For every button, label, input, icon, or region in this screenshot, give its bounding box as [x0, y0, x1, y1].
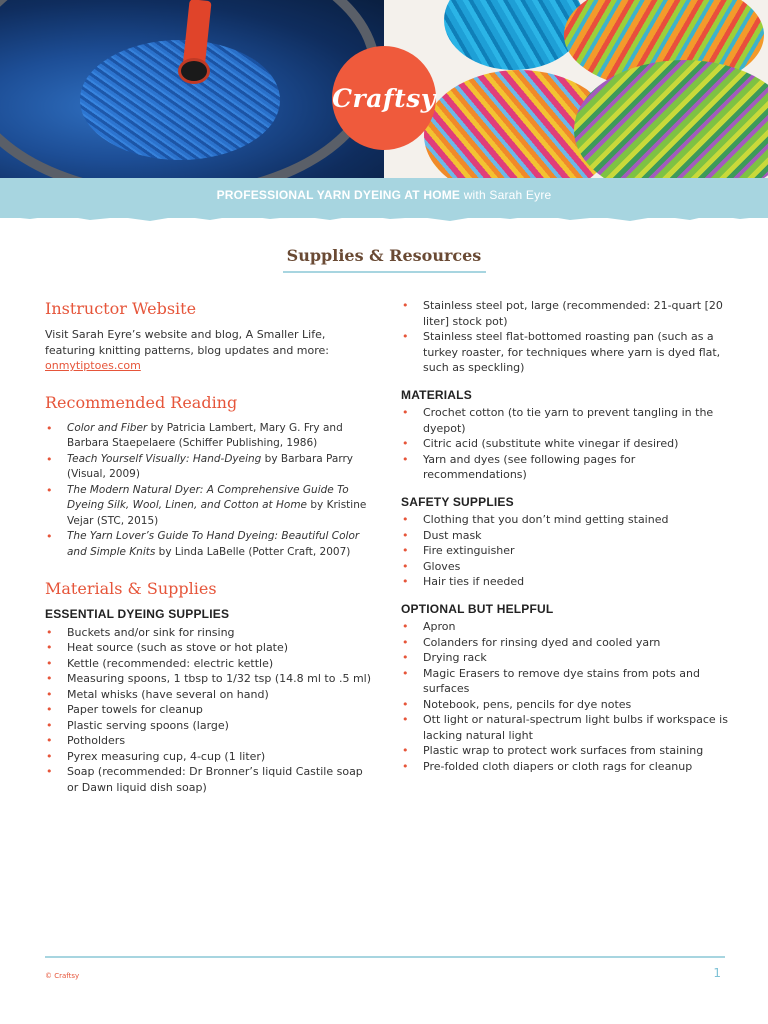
materials-supplies-heading: Materials & Supplies	[45, 579, 217, 598]
craftsy-logo: Craftsy	[332, 46, 436, 150]
list-item: • Color and Fiber by Patricia Lambert, Mary G. Fry and Barbara Staepelaere (Schiffer Publishing, 1986)	[45, 421, 375, 452]
page-number: 1	[713, 966, 721, 980]
list-item: • Apron	[401, 619, 731, 635]
list-item: • Paper towels for cleanup	[45, 702, 375, 718]
list-item: • Gloves	[401, 559, 731, 575]
instructor-credit: with Sarah Eyre	[463, 188, 552, 202]
list-item: • Drying rack	[401, 650, 731, 666]
right-column	[401, 298, 731, 774]
instructor-text	[45, 327, 375, 374]
footer-rule	[45, 956, 725, 958]
course-title	[0, 188, 768, 202]
instructor-heading: Instructor Website	[45, 299, 197, 318]
list-item: • Hair ties if needed	[401, 574, 731, 590]
instructor-description: Visit Sarah Eyre’s website and blog, A Smaller Life, featuring knitting patterns, blog updates and more:	[45, 328, 329, 357]
list-item: • Stainless steel flat-bottomed roasting pan (such as a turkey roaster, for techniques where yarn is dyed flat, such as speckling)	[401, 329, 731, 376]
left-column	[45, 298, 375, 795]
page-title: Supplies & Resources	[286, 246, 482, 265]
title-underline	[283, 271, 486, 273]
list-item: • Metal whisks (have several on hand)	[45, 687, 375, 703]
list-item: • Stainless steel pot, large (recommended: 21-quart [20 liter] stock pot)	[401, 298, 731, 329]
list-item: • Crochet cotton (to tie yarn to prevent tangling in the dyepot)	[401, 405, 731, 436]
essential-supplies-list	[45, 625, 375, 796]
list-item: • The Yarn Lover’s Guide To Hand Dyeing: Beautiful Color and Simple Knits by Linda LaBelle (Potter Craft, 2007)	[45, 529, 375, 560]
materials-heading: MATERIALS	[401, 387, 472, 402]
list-item: • Yarn and dyes (see following pages for recommendations)	[401, 452, 731, 483]
essential-supplies-heading: ESSENTIAL DYEING SUPPLIES	[45, 607, 230, 621]
list-item: • Plastic wrap to protect work surfaces from staining	[401, 743, 731, 759]
list-item: • Magic Erasers to remove dye stains from pots and surfaces	[401, 666, 731, 697]
safety-supplies-heading: SAFETY SUPPLIES	[401, 494, 514, 509]
banner-torn-edge	[0, 210, 768, 226]
list-item: • Ott light or natural-spectrum light bulbs if workspace is lacking natural light	[401, 712, 731, 743]
instructor-website-link[interactable]: onmytiptoes.com	[45, 359, 141, 372]
pot-supplies-list	[401, 298, 731, 376]
list-item: • Citric acid (substitute white vinegar if desired)	[401, 436, 731, 452]
list-item: • Notebook, pens, pencils for dye notes	[401, 697, 731, 713]
list-item: • Pyrex measuring cup, 4-cup (1 liter)	[45, 749, 375, 765]
list-item: • The Modern Natural Dyer: A Comprehensive Guide To Dyeing Silk, Wool, Linen, and Cotton at Home by Kristine Vejar (STC, 2015)	[45, 483, 375, 530]
list-item: • Dust mask	[401, 528, 731, 544]
course-name: PROFESSIONAL YARN DYEING AT HOME	[216, 188, 461, 202]
list-item: • Fire extinguisher	[401, 543, 731, 559]
list-item: • Plastic serving spoons (large)	[45, 718, 375, 734]
optional-supplies-heading: OPTIONAL BUT HELPFUL	[401, 601, 554, 616]
list-item: • Clothing that you don’t mind getting stained	[401, 512, 731, 528]
list-item: • Buckets and/or sink for rinsing	[45, 625, 375, 641]
list-item: • Potholders	[45, 733, 375, 749]
dye-pot-photo	[0, 0, 384, 178]
list-item: • Kettle (recommended: electric kettle)	[45, 656, 375, 672]
yarn-skeins-photo	[384, 0, 768, 178]
optional-supplies-list	[401, 619, 731, 774]
safety-supplies-list	[401, 512, 731, 590]
list-item: • Soap (recommended: Dr Bronner’s liquid Castile soap or Dawn liquid dish soap)	[45, 764, 375, 795]
list-item: • Colanders for rinsing dyed and cooled yarn	[401, 635, 731, 651]
reading-heading: Recommended Reading	[45, 392, 238, 412]
materials-list	[401, 405, 731, 483]
list-item: • Pre-folded cloth diapers or cloth rags for cleanup	[401, 759, 731, 775]
footer-copyright: © Craftsy	[45, 972, 80, 980]
list-item: • Measuring spoons, 1 tbsp to 1/32 tsp (14.8 ml to .5 ml)	[45, 671, 375, 687]
reading-list	[45, 421, 375, 561]
list-item: • Heat source (such as stove or hot plate)	[45, 640, 375, 656]
list-item: • Teach Yourself Visually: Hand-Dyeing by Barbara Parry (Visual, 2009)	[45, 452, 375, 483]
